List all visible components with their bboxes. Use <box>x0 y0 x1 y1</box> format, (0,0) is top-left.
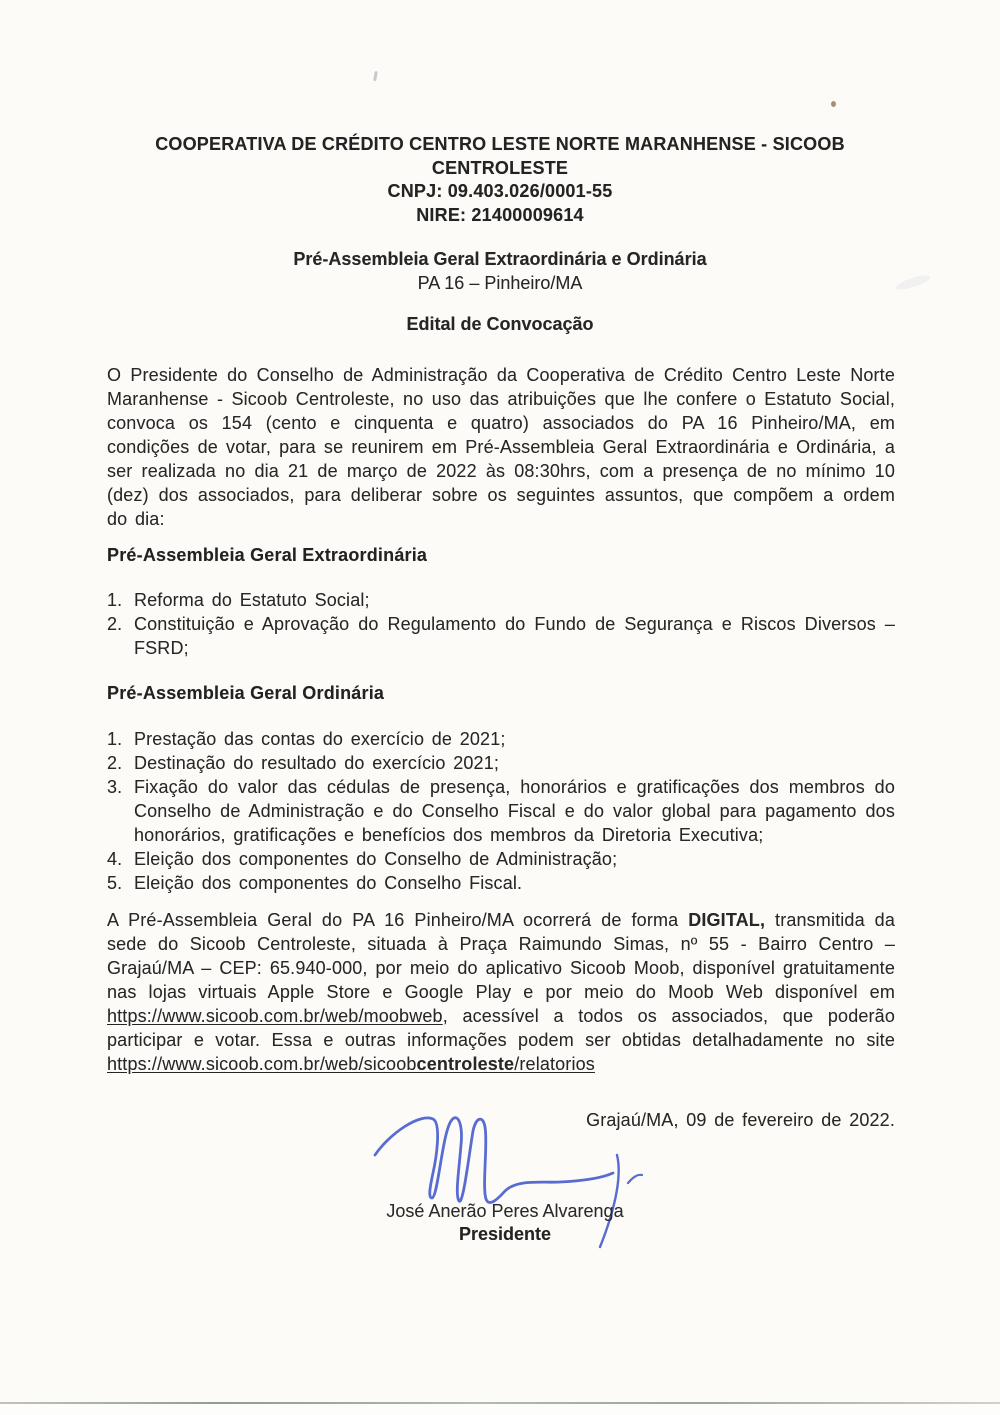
meeting-branch: PA 16 – Pinheiro/MA <box>417 272 583 293</box>
list-item <box>107 727 895 751</box>
digital-emphasis: DIGITAL, <box>688 910 766 930</box>
list-item-text: Constituição e Aprovação do Regulamento do Fundo de Segurança e Riscos Diversos – FSRD; <box>134 614 895 658</box>
meeting-title: Pré-Assembleia Geral Extraordinária e Ordinária <box>293 249 707 269</box>
list-item <box>107 775 895 847</box>
list-item-text: Reforma do Estatuto Social; <box>134 590 370 610</box>
scan-speck-artifact <box>373 71 377 81</box>
list-item-text: Destinação do resultado do exercício 2021; <box>134 753 500 773</box>
ordinary-list <box>107 727 895 895</box>
signatory-block <box>330 1200 680 1246</box>
signatory-name: José Anerão Peres Alvarenga <box>386 1201 624 1221</box>
list-item <box>107 847 895 871</box>
list-item-text: Eleição dos componentes do Conselho de Administração; <box>134 849 618 869</box>
org-cnpj: CNPJ: 09.403.026/0001-55 <box>387 181 613 201</box>
list-item <box>107 871 895 895</box>
org-name: COOPERATIVA DE CRÉDITO CENTRO LESTE NORTE MARANHENSE - SICOOB CENTROLESTE <box>155 134 845 178</box>
closing-text: , acessível a todos os associados, que poderão participar e votar. Essa e outras informações podem ser obtidas detalhadamente no site <box>107 1006 895 1050</box>
document-title: Edital de Convocação <box>406 314 594 334</box>
moobweb-link[interactable]: https://www.sicoob.com.br/web/moobweb <box>107 1006 443 1026</box>
relatorios-link-prefix: https://www.sicoob.com.br/web/sicoob <box>107 1054 417 1074</box>
signatory-role: Presidente <box>458 1224 552 1244</box>
list-item <box>107 588 895 612</box>
date-line: Grajaú/MA, 09 de fevereiro de 2022. <box>586 1110 895 1130</box>
intro-paragraph: O Presidente do Conselho de Administração da Cooperativa de Crédito Centro Leste Norte Maranhense - Sicoob Centroleste, no uso das atribuições que lhe confere o Estatuto Social, convoca os 154 (cento e cinquenta e quatro) associados do PA 16 Pinheiro/MA, em condições de votar, para se reunirem em Pré-Assembleia Geral Extraordinária e Ordinária, a ser realizada no dia 21 de março de 2022 às 08:30hrs, com a presença de no mínimo 10 (dez) dos associados, para deliberar sobre os seguintes assuntos, que compõem a ordem do dia: <box>107 365 895 529</box>
org-nire: NIRE: 21400009614 <box>416 204 584 225</box>
relatorios-link-bold: centroleste <box>416 1054 515 1074</box>
list-item <box>107 612 895 660</box>
list-item-text: Fixação do valor das cédulas de presença, honorários e gratificações dos membros do Conselho de Administração e do Conselho Fiscal e do valor global para pagamento dos honorários, gratificações e benefícios dos membros da Diretoria Executiva; <box>134 777 895 845</box>
relatorios-link-suffix: /relatorios <box>514 1054 595 1074</box>
list-item <box>107 751 895 775</box>
meeting-title-block <box>0 248 1000 295</box>
org-header <box>0 133 1000 227</box>
extraordinary-heading: Pré-Assembleia Geral Extraordinária <box>107 545 428 565</box>
list-item-text: Prestação das contas do exercício de 2021; <box>134 729 506 749</box>
closing-paragraph <box>107 908 895 1076</box>
closing-text: transmitida da sede do Sicoob Centroleste, situada à Praça Raimundo Simas, nº 55 - Bairro Centro – Grajaú/MA – CEP: 65.940-000, por meio do aplicativo Sicoob Moob, disponível gratuitamente nas lojas virtuais Apple Store e Google Play e por meio do Moob Web disponível em <box>107 910 895 1002</box>
closing-text: A Pré-Assembleia Geral do PA 16 Pinheiro/MA ocorrerá de forma <box>107 910 689 930</box>
extraordinary-list <box>107 588 895 660</box>
scan-edge-margin <box>0 1404 1000 1415</box>
relatorios-link[interactable] <box>107 1054 595 1074</box>
ordinary-heading: Pré-Assembleia Geral Ordinária <box>107 683 385 703</box>
scan-dot-artifact <box>831 101 836 107</box>
list-item-text: Eleição dos componentes do Conselho Fiscal. <box>134 873 523 893</box>
